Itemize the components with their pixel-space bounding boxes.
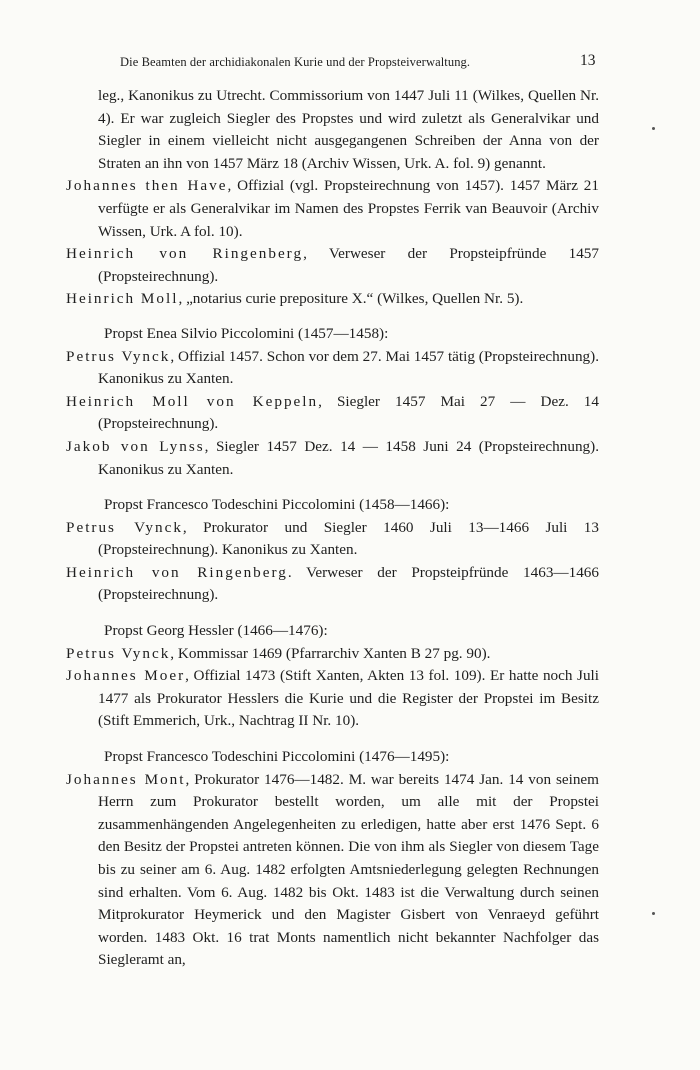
entry-text: , Offizial 1473 (Stift Xanten, Akten 13 fol. 109). Er hatte noch Juli 1477 als Prokurator Hesslers die Kurie und die Register der Propstei im Besitz (Stift Emmerich, Urk., Nachtrag II Nr. 10). <box>98 667 599 730</box>
entry-heinrich-moll <box>66 288 599 311</box>
entry-johannes-moer <box>66 665 599 733</box>
person-name: Johannes then Have <box>66 177 228 195</box>
entry-text: , Prokurator und Siegler 1460 Juli 13—1466 Juli 13 (Propsteirechnung). Kanonikus zu Xanten. <box>98 518 599 559</box>
entry-text: , Siegler 1457 Dez. 14 — 1458 Juni 24 (Propsteirechnung). Kanonikus zu Xanten. <box>98 437 599 478</box>
entry-text: , Prokurator 1476—1482. M. war bereits 1474 Jan. 14 von seinem Herrn zum Prokurator bestellt worden, um alle mit der Propstei zusammenhängenden Angelegenheiten zu erledigen, hatte aber erst 1476 Sept. 6 den Besitz der Propstei antreten können. Die von ihm als Siegler von diesem Tage bis zu seiner am 6. Aug. 1482 erfolgten Amtsniederlegung gelegten Rechnungen sind erhalten. Vom 6. Aug. 1482 bis Okt. 1483 ist die Verwaltung durch seinen Mitprokurator Heymerick und den Magister Gisbert von Venraeyd geführt worden. 1483 Okt. 16 trat Monts namentlich nicht bekannter Nachfolger das Siegleramt an, <box>98 770 599 969</box>
entry-jakob-von-lynss <box>66 436 599 481</box>
entry-text: , Offizial (vgl. Propsteirechnung von 1457). 1457 März 21 verfügte er als Generalvikar im Namen des Propstes Ferrik van Beauvoir (Archiv Wissen, Urk. A fol. 10). <box>98 177 599 240</box>
section-heading-enea-silvio: Propst Enea Silvio Piccolomini (1457—1458): <box>104 324 389 342</box>
entry-text: , Kommissar 1469 (Pfarrarchiv Xanten B 27 pg. 90). <box>170 644 491 662</box>
page-body <box>66 85 599 972</box>
margin-speck <box>652 912 655 915</box>
entry-heinrich-von-ringenberg <box>66 243 599 288</box>
section-heading-georg-hessler: Propst Georg Hessler (1466—1476): <box>104 622 328 640</box>
margin-speck <box>652 127 655 130</box>
entry-heinrich-von-ringenberg <box>66 562 599 607</box>
person-name: Heinrich von Ringenberg <box>66 245 304 263</box>
entry-text: leg., Kanonikus zu Utrecht. Commissorium von 1447 Juli 11 (Wilkes, Quellen Nr. 4). Er war zugleich Siegler des Propstes und wird zuletzt als Generalvikar und Siegler in einem vielleicht nicht ausgegangenen Schreiben der Anna von der Straten an ihn von 1457 März 18 (Archiv Wissen, Urk. A. fol. 9) genannt. <box>98 87 599 172</box>
entry-text: , „notarius curie prepositure X.“ (Wilkes, Quellen Nr. 5). <box>178 290 524 308</box>
entry-petrus-vynck <box>66 643 599 666</box>
entry-petrus-vynck <box>66 346 599 391</box>
person-name: Petrus Vynck <box>66 347 171 365</box>
person-name: Johannes Moer <box>66 667 186 685</box>
person-name: Johannes Mont <box>66 770 186 788</box>
entry-johannes-mont <box>66 769 599 972</box>
entry-petrus-vynck <box>66 517 599 562</box>
person-name: Petrus Vynck <box>66 518 183 536</box>
entry-text: , Verweser der Propsteipfründe 1457 (Propsteirechnung). <box>98 245 599 285</box>
person-name: Heinrich Moll <box>66 290 179 308</box>
section-heading-todeschini-1476: Propst Francesco Todeschini Piccolomini (1476—1495): <box>104 748 450 766</box>
entry-heinrich-moll-von-keppeln <box>66 391 599 436</box>
person-name: Heinrich von Ringenberg <box>66 563 288 581</box>
entry-text: , Offizial 1457. Schon vor dem 27. Mai 1457 tätig (Propsteirechnung). Kanonikus zu Xanten. <box>98 347 599 388</box>
section-heading-todeschini-1458: Propst Francesco Todeschini Piccolomini (1458—1466): <box>104 496 450 514</box>
person-name: Petrus Vynck <box>66 644 171 662</box>
running-head: Die Beamten der archidiakonalen Kurie und der Propsteiverwaltung. <box>120 55 471 69</box>
continued-paragraph <box>66 85 599 175</box>
entry-johannes-then-have <box>66 175 599 243</box>
person-name: Jakob von Lynss <box>66 437 205 455</box>
page-header <box>0 52 700 72</box>
person-name: Heinrich Moll von Keppeln <box>66 392 319 410</box>
entry-text: , Siegler 1457 Mai 27 — Dez. 14 (Propsteirechnung). <box>98 392 599 433</box>
page-number: 13 <box>580 52 596 69</box>
entry-text: . Verweser der Propsteipfründe 1463—1466 (Propsteirechnung). <box>98 563 599 604</box>
